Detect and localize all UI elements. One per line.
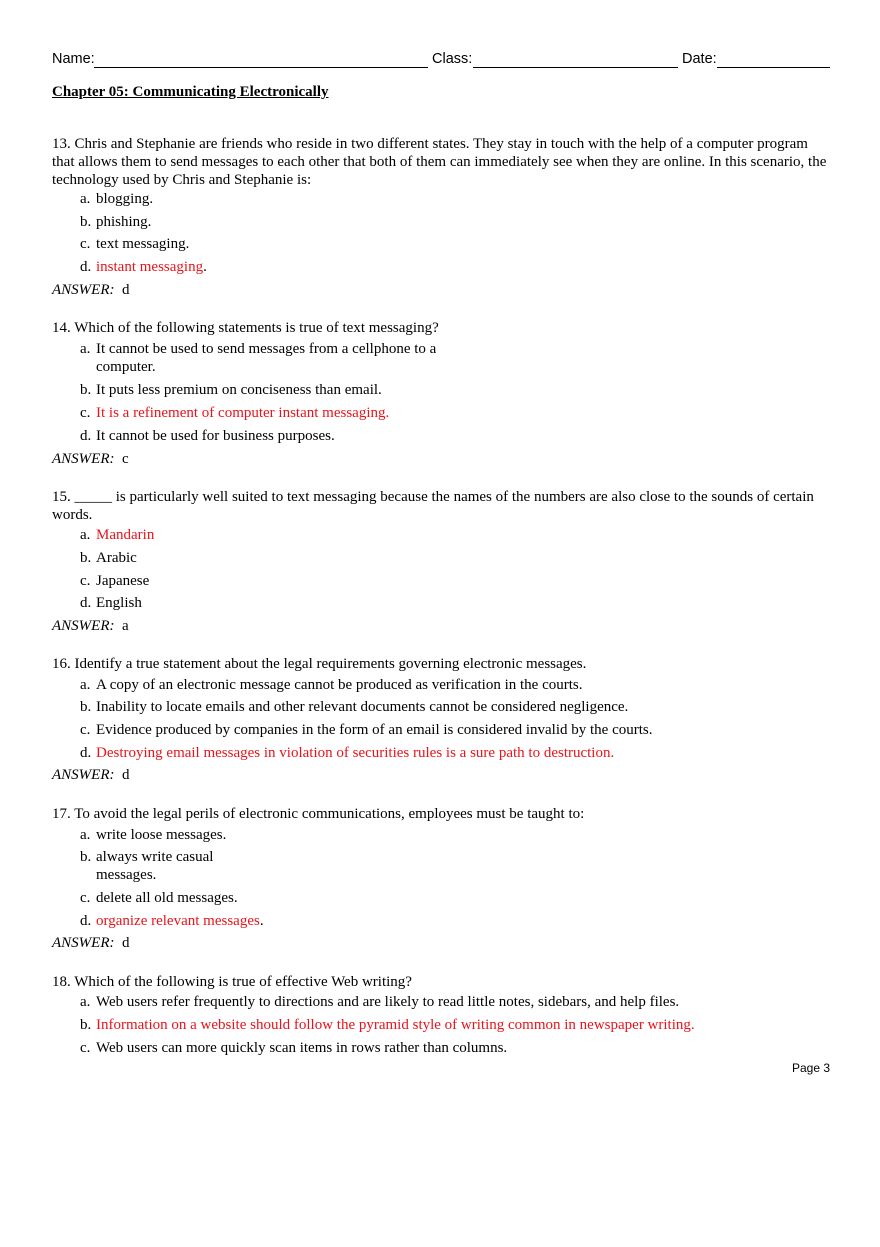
option-text: English (96, 595, 142, 611)
option-15-d (80, 594, 820, 612)
question-stem: 14. Which of the following statements is true of text messaging? (52, 320, 439, 336)
option-letter: d. (80, 745, 92, 761)
date-label: Date: (682, 51, 717, 67)
option-text: It cannot be used to send messages from a cellphone to a computer. (96, 341, 437, 375)
option-letter: d. (80, 595, 92, 611)
option-15-c (80, 572, 820, 590)
option-text: phishing. (96, 214, 152, 230)
correct-answer-text: organize relevant messages (96, 913, 260, 929)
answer-label: ANSWER: (52, 282, 115, 298)
option-letter: c. (80, 890, 91, 906)
option-15-a (80, 526, 820, 544)
option-trailing-period: . (203, 259, 207, 275)
option-17-b (80, 848, 820, 884)
question-16-stem (52, 655, 827, 673)
option-letter: c. (80, 1040, 91, 1056)
chapter-title: Chapter 05: Communicating Electronically (52, 84, 329, 100)
option-14-b (80, 381, 820, 399)
class-label: Class: (432, 51, 473, 67)
question-13-stem (52, 135, 827, 189)
option-letter: a. (80, 191, 91, 207)
option-letter: c. (80, 405, 91, 421)
class-blank (473, 67, 678, 68)
option-15-b (80, 549, 820, 567)
question-15-stem (52, 488, 827, 524)
option-13-a (80, 190, 820, 208)
option-16-b (80, 698, 820, 716)
option-text: Evidence produced by companies in the form of an email is considered invalid by the courts. (96, 722, 653, 738)
correct-answer-text: instant messaging (96, 259, 204, 275)
option-letter: b. (80, 849, 92, 865)
answer-15 (52, 617, 129, 635)
option-letter: b. (80, 699, 92, 715)
correct-answer-text: It is a refinement of computer instant messaging. (96, 405, 390, 421)
correct-answer-text: Destroying email messages in violation of securities rules is a sure path to destruction. (96, 745, 615, 761)
question-stem: 17. To avoid the legal perils of electronic communications, employees must be taught to: (52, 806, 585, 822)
option-letter: a. (80, 827, 91, 843)
option-18-c (80, 1039, 820, 1057)
option-18-b (80, 1016, 820, 1034)
option-16-c (80, 721, 820, 739)
option-letter: b. (80, 214, 92, 230)
option-letter: a. (80, 677, 91, 693)
option-letter: c. (80, 722, 91, 738)
option-14-c (80, 404, 820, 422)
option-letter: d. (80, 913, 92, 929)
header-fields (52, 51, 830, 71)
option-letter: d. (80, 259, 92, 275)
option-text: Web users refer frequently to directions and are likely to read little notes, sidebars, and help files. (96, 994, 680, 1010)
answer-label: ANSWER: (52, 767, 115, 783)
option-13-c (80, 235, 820, 253)
answer-value: c (121, 451, 129, 467)
answer-value: d (121, 767, 130, 783)
answer-13 (52, 281, 129, 299)
option-letter: a. (80, 341, 91, 357)
option-text: delete all old messages. (96, 890, 238, 906)
option-letter: b. (80, 382, 92, 398)
answer-16 (52, 766, 129, 784)
question-stem: 15. _____ is particularly well suited to text messaging because the names of the numbers are also close to the sounds of certain words. (52, 489, 814, 523)
option-text: always write casual messages. (96, 849, 214, 883)
option-14-a (80, 340, 820, 376)
option-14-d (80, 427, 820, 445)
option-letter: b. (80, 550, 92, 566)
date-blank (717, 67, 830, 68)
option-text: A copy of an electronic message cannot be produced as verification in the courts. (96, 677, 583, 693)
name-label: Name: (52, 51, 95, 67)
option-text: Web users can more quickly scan items in rows rather than columns. (96, 1040, 508, 1056)
option-text: write loose messages. (96, 827, 227, 843)
option-text: Arabic (96, 550, 137, 566)
name-blank (94, 67, 428, 68)
question-17-stem (52, 805, 827, 823)
question-stem: 18. Which of the following is true of effective Web writing? (52, 974, 412, 990)
option-text: text messaging. (96, 236, 190, 252)
option-16-a (80, 676, 820, 694)
option-17-a (80, 826, 820, 844)
option-letter: a. (80, 527, 91, 543)
option-trailing-period: . (259, 913, 264, 929)
option-text: Japanese (96, 573, 150, 589)
option-text: Inability to locate emails and other relevant documents cannot be considered negligence. (96, 699, 629, 715)
option-17-d (80, 912, 820, 930)
answer-value: d (121, 282, 130, 298)
question-stem: 13. Chris and Stephanie are friends who reside in two different states. They stay in touch with the help of a computer program that allows them to send messages to each other that both of them can immediately see when they are online. In this scenario, the technology used by Chris and Stephanie is: (52, 136, 827, 188)
option-letter: a. (80, 994, 91, 1010)
option-letter: d. (80, 428, 92, 444)
option-18-a (80, 993, 820, 1011)
option-letter: c. (80, 236, 91, 252)
answer-value: d (121, 935, 130, 951)
option-letter: b. (80, 1017, 92, 1033)
answer-label: ANSWER: (52, 451, 115, 467)
option-text: It cannot be used for business purposes. (96, 428, 335, 444)
correct-answer-text: Information on a website should follow the pyramid style of writing common in newspaper writing. (96, 1017, 695, 1033)
answer-14 (52, 450, 129, 468)
option-13-b (80, 213, 820, 231)
option-17-c (80, 889, 820, 907)
page-number: Page 3 (792, 1061, 831, 1075)
question-14-stem (52, 319, 827, 337)
option-13-d (80, 258, 820, 276)
question-stem: 16. Identify a true statement about the legal requirements governing electronic messages. (52, 656, 587, 672)
answer-value: a (121, 618, 129, 634)
answer-label: ANSWER: (52, 935, 115, 951)
option-text: It puts less premium on conciseness than email. (96, 382, 382, 398)
option-letter: c. (80, 573, 91, 589)
option-text: blogging. (96, 191, 154, 207)
correct-answer-text: Mandarin (96, 527, 155, 543)
answer-label: ANSWER: (52, 618, 115, 634)
option-16-d (80, 744, 820, 762)
question-18-stem (52, 973, 827, 991)
answer-17 (52, 934, 129, 952)
